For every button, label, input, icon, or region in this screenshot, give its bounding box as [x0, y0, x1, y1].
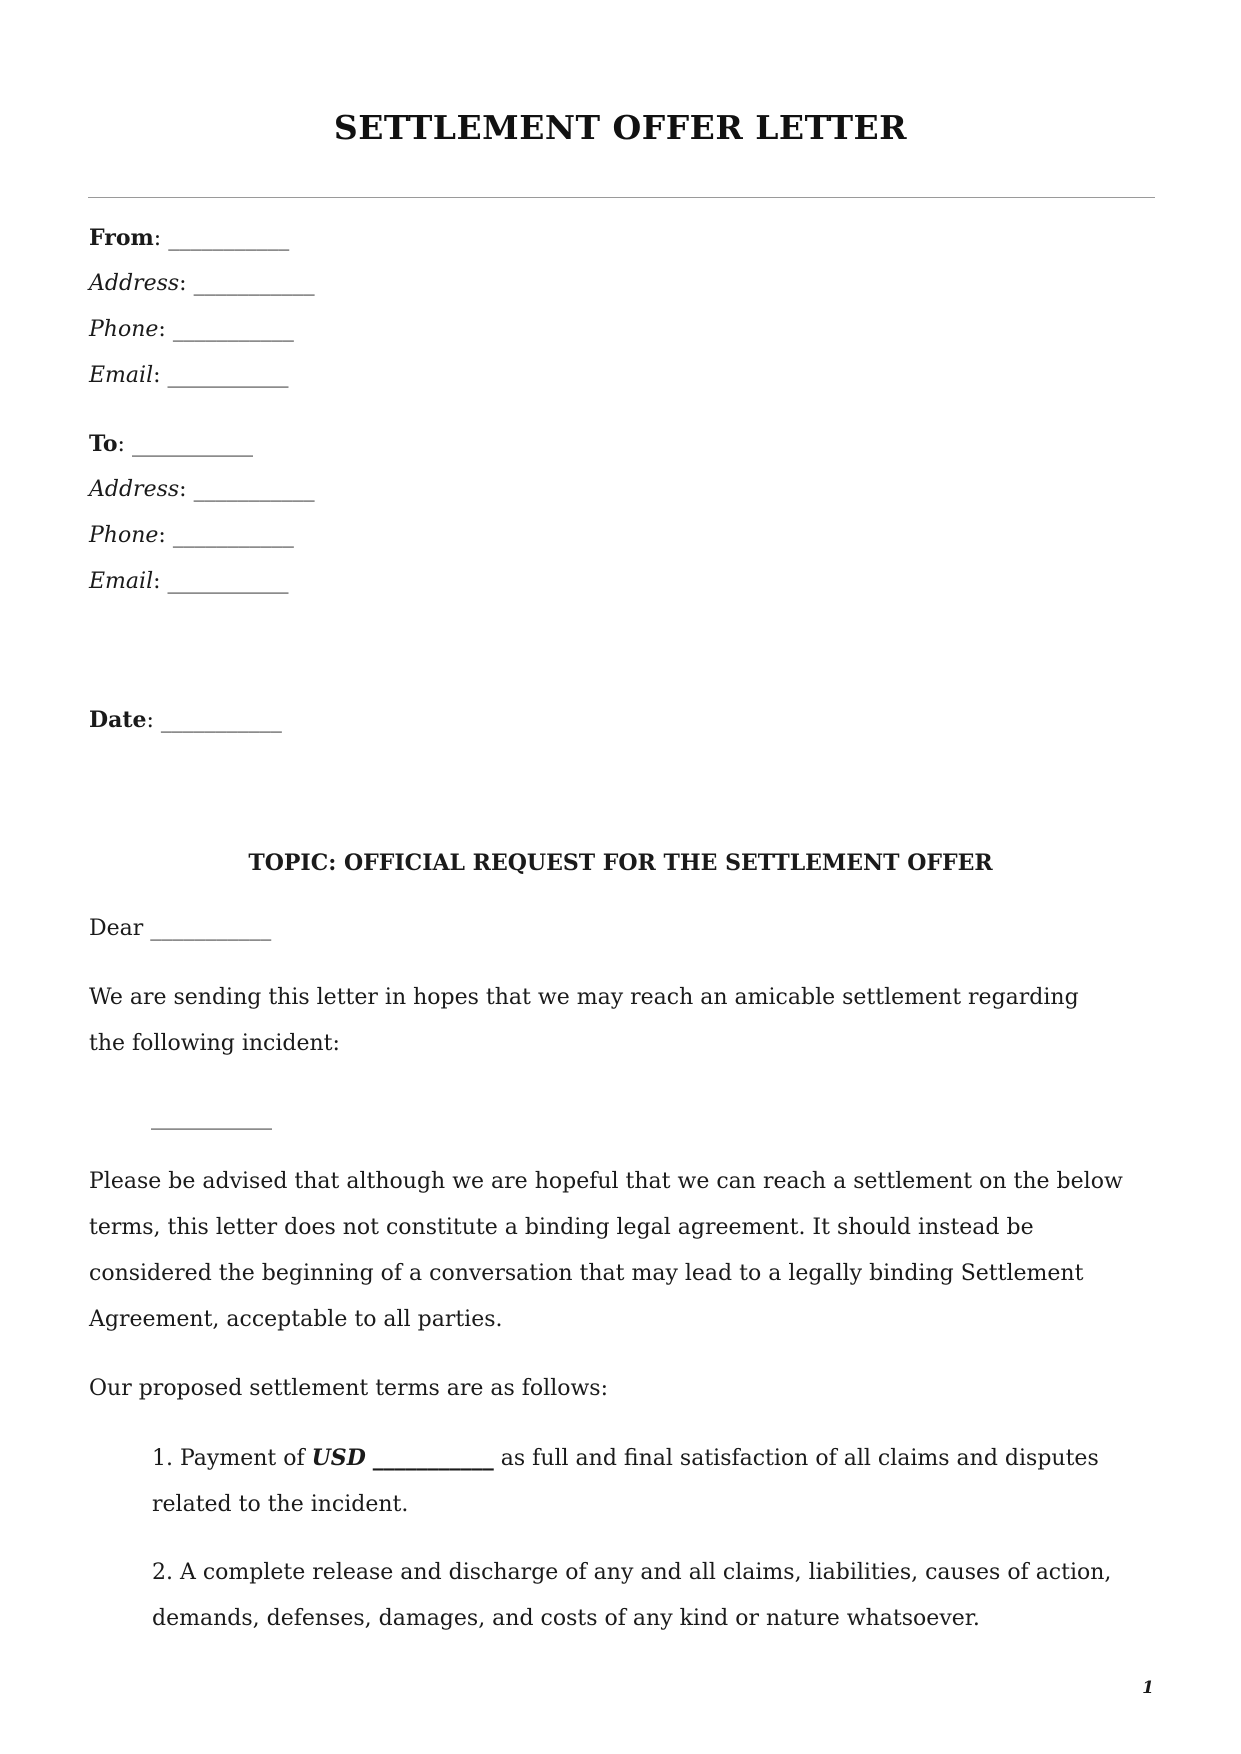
incident-line [151, 1103, 272, 1133]
to-address-line [89, 475, 315, 505]
to-label: To [89, 431, 118, 457]
from-address-line [89, 269, 315, 299]
from-address-label: Address [89, 271, 180, 296]
term-item-1 [152, 1435, 1162, 1528]
to-phone-colon: : [158, 523, 166, 548]
from-phone-line [89, 315, 294, 345]
to-address-colon: : [179, 477, 187, 502]
to-blank[interactable]: ___________ [131, 432, 253, 457]
to-colon: : [117, 432, 125, 457]
from-phone-colon: : [158, 317, 166, 342]
to-address-label: Address [89, 477, 180, 502]
from-email-blank[interactable]: ___________ [167, 363, 289, 388]
incident-blank[interactable]: ___________ [151, 1105, 272, 1130]
date-blank[interactable]: ___________ [160, 708, 282, 733]
advisory-paragraph: Please be advised that although we are hopeful that we can reach a settlement on the below terms, this letter does not constitute a binding legal agreement. It should instead be considered the beginning of a conversation that may lead to a legally binding Settlement Agreement, acceptable to all parties. [89, 1169, 1123, 1332]
to-email-label: Email [89, 569, 154, 594]
from-label: From [89, 225, 154, 251]
to-email-colon: : [153, 569, 161, 594]
page-number: 1 [1142, 1678, 1154, 1698]
to-phone-line [89, 521, 294, 551]
salutation-text: Dear [89, 916, 144, 941]
to-address-blank[interactable]: ___________ [193, 477, 315, 502]
salutation-blank[interactable]: ___________ [150, 916, 272, 941]
from-email-colon: : [153, 363, 161, 388]
to-phone-label: Phone [89, 523, 159, 548]
from-email-label: Email [89, 363, 154, 388]
intro-paragraph: We are sending this letter in hopes that we may reach an amicable settlement regarding the following incident: [89, 985, 1079, 1056]
from-colon: : [153, 226, 162, 251]
title-divider [88, 197, 1155, 198]
date-colon: : [146, 708, 154, 733]
term-1-prefix: 1. Payment of [152, 1446, 305, 1471]
from-address-blank[interactable]: ___________ [193, 271, 315, 296]
to-phone-blank[interactable]: ___________ [172, 523, 294, 548]
date-label: Date [89, 707, 147, 733]
to-line [89, 429, 253, 460]
from-blank[interactable]: ___________ [168, 226, 290, 251]
term-1-amount-blank[interactable]: ___________ [372, 1445, 494, 1471]
terms-intro: Our proposed settlement terms are as follows: [89, 1376, 609, 1401]
date-line [89, 705, 282, 736]
from-line [89, 223, 289, 254]
document-title: SETTLEMENT OFFER LETTER [333, 108, 908, 147]
from-phone-label: Phone [89, 317, 159, 342]
term-item-2: 2. A complete release and discharge of any and all claims, liabilities, causes of action, demands, defenses, damages, and costs of any kind or nature whatsoever. [152, 1560, 1112, 1631]
topic-heading: TOPIC: OFFICIAL REQUEST FOR THE SETTLEMENT OFFER [248, 850, 993, 876]
from-phone-blank[interactable]: ___________ [172, 317, 294, 342]
salutation-line [89, 914, 271, 944]
from-email-line [89, 361, 289, 391]
to-email-blank[interactable]: ___________ [167, 569, 289, 594]
from-address-colon: : [179, 271, 187, 296]
to-email-line [89, 567, 289, 597]
term-1-suffix: as full and final satisfaction of all claims and disputes related to the incident. [152, 1446, 1099, 1517]
term-1-currency: USD [311, 1445, 366, 1471]
